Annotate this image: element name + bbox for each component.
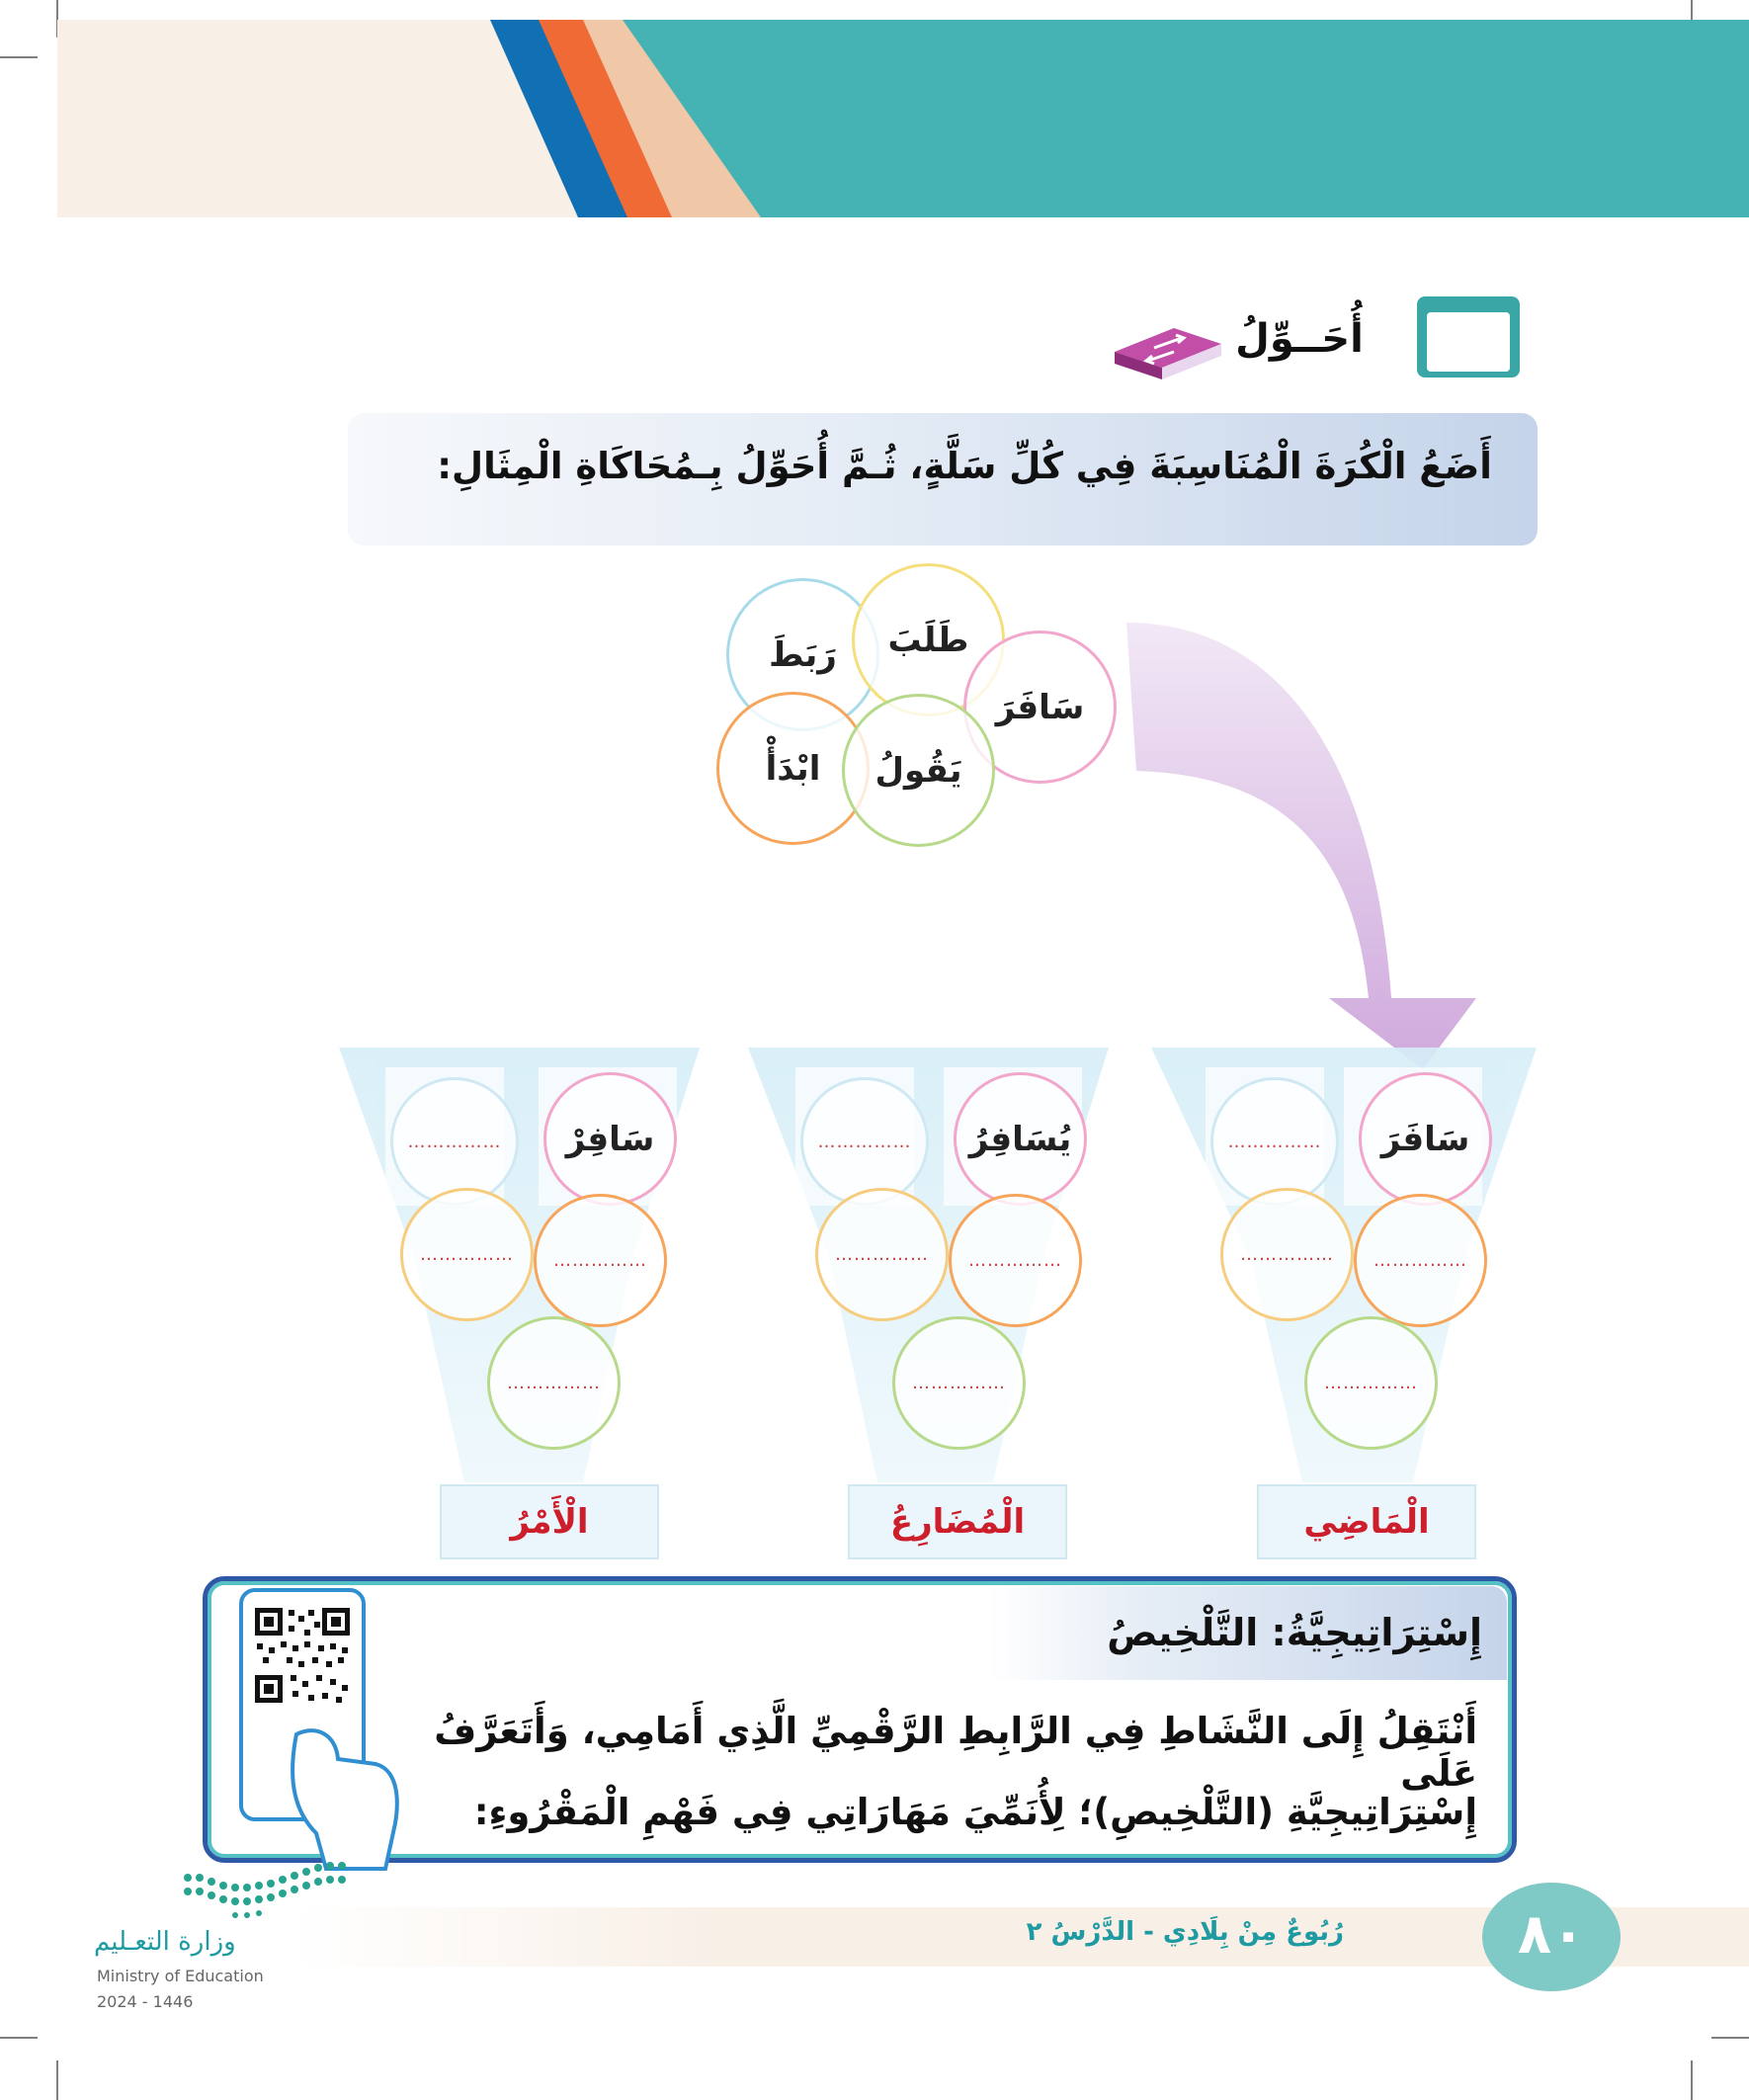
empty-ball[interactable]: ……………	[487, 1316, 621, 1450]
empty-ball[interactable]: ……………	[1220, 1188, 1354, 1321]
empty-ball[interactable]: ……………	[390, 1077, 519, 1206]
empty-ball[interactable]: ……………	[892, 1316, 1026, 1450]
word-ball[interactable]: رَبَطَ	[726, 578, 879, 731]
ministry-name-ar: وزارة التعـليم	[94, 1927, 236, 1957]
lesson-title: رُبُوعٌ مِنْ بِلَادِي - الدَّرْسُ ٢	[1026, 1917, 1344, 1947]
example-ball: يُسَافِرُ	[954, 1072, 1087, 1206]
empty-ball[interactable]: ……………	[534, 1194, 667, 1327]
empty-ball[interactable]: ……………	[800, 1077, 929, 1206]
phone-qr-icon[interactable]	[227, 1586, 410, 1873]
empty-ball[interactable]: ……………	[815, 1188, 949, 1321]
example-ball: سَافَرَ	[1359, 1072, 1492, 1206]
empty-ball[interactable]: ……………	[400, 1188, 534, 1321]
word-ball[interactable]: يَقُولُ	[842, 694, 995, 847]
strategy-text-line1: أَنْتَقِلُ إِلَى النَّشَاطِ فِي الرَّابِطِ الرَّقْمِيِّ الَّذِي أَمَامِي، وَأَتَعَرَّفُ عَلَى	[434, 1710, 1477, 1795]
empty-ball[interactable]: ……………	[1354, 1194, 1487, 1327]
example-ball: سَافِرْ	[543, 1072, 677, 1206]
basket-label-imperative: الْأَمْرُ	[440, 1484, 659, 1559]
ministry-logo-icon	[174, 1858, 357, 1927]
ministry-name-en: Ministry of Education	[97, 1967, 264, 1985]
basket-label-past: الْمَاضِي	[1257, 1484, 1476, 1559]
page-number: ٨٠	[1517, 1902, 1586, 1967]
basket-label-present: الْمُضَارِعُ	[848, 1484, 1067, 1559]
instruction-text: أَضَعُ الْكُرَةَ الْمُنَاسِبَةَ فِي كُلِّ سَلَّةٍ، ثُـمَّ أُحَوِّلُ بِـمُحَاكَاةِ الْمِثَالِ:	[437, 445, 1492, 487]
empty-ball[interactable]: ……………	[949, 1194, 1082, 1327]
empty-ball[interactable]: ……………	[1210, 1077, 1339, 1206]
edition-year: 2024 - 1446	[97, 1992, 194, 2011]
word-ball[interactable]: طَلَبَ	[852, 563, 1005, 716]
empty-ball[interactable]: ……………	[1304, 1316, 1438, 1450]
section-title: أُحَــوِّلُ	[1235, 316, 1364, 362]
word-ball[interactable]: سَافَرَ	[963, 630, 1117, 784]
word-ball[interactable]: ابْدَأْ	[716, 692, 870, 845]
strategy-text-line2: إِسْتِرَاتِيجِيَّةِ (التَّلْخِيصِ)؛ لِأُنَمِّيَ مَهَارَاتِي فِي فَهْمِ الْمَقْرُوءِ:	[473, 1791, 1477, 1833]
strategy-title: إِسْتِرَاتِيجِيَّةُ: التَّلْخِيصُ	[1107, 1611, 1482, 1654]
